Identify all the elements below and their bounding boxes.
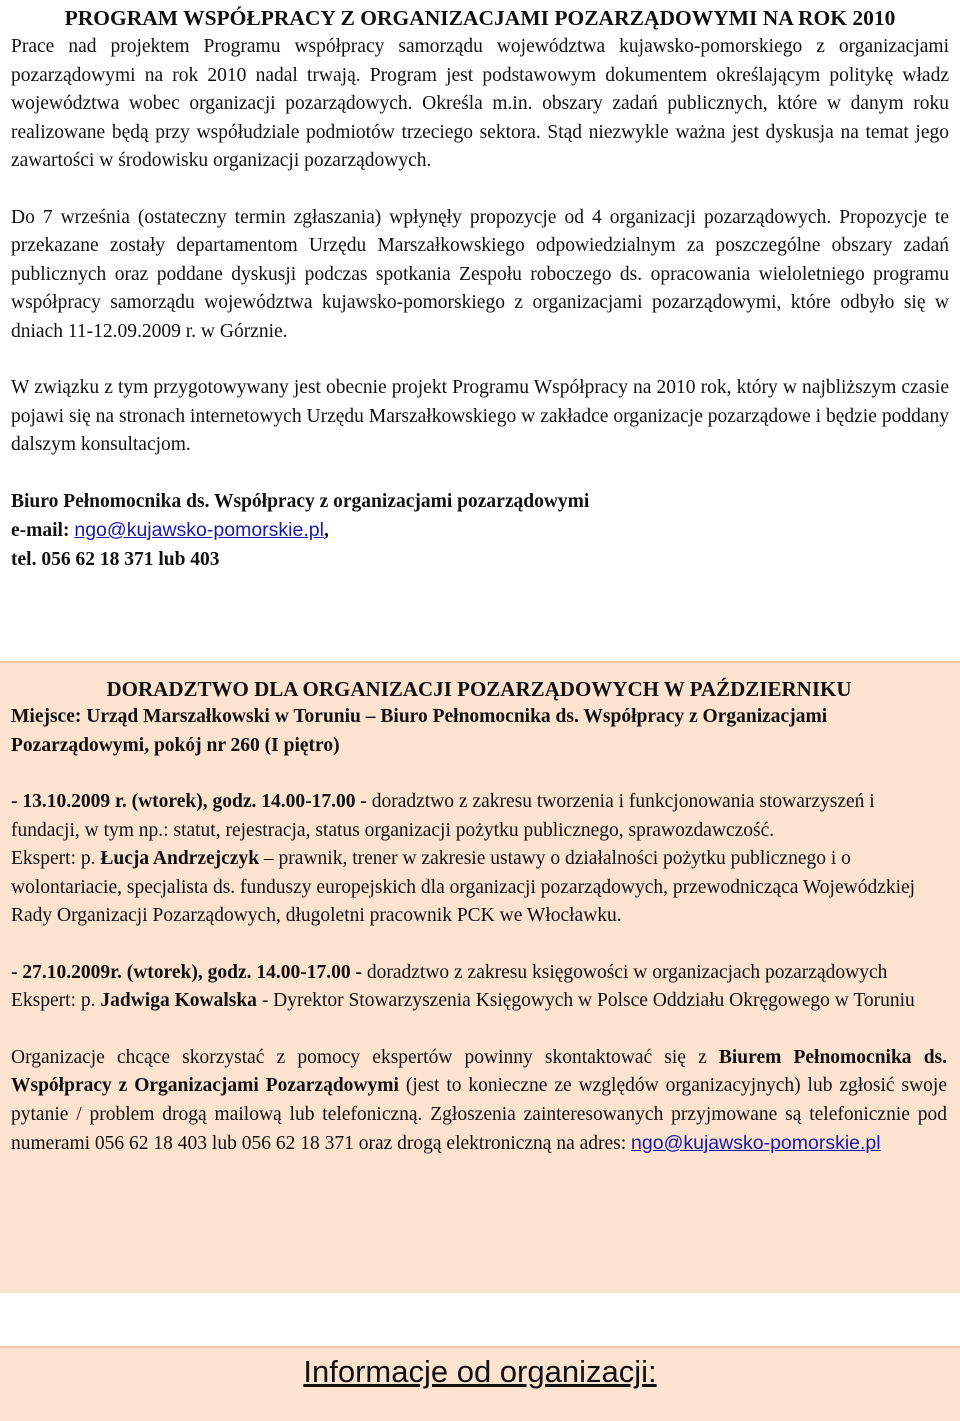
email-comma: , [323, 520, 329, 541]
email-label: e-mail: [11, 520, 75, 541]
session-2-expert-desc: - Dyrektor Stowarzyszenia Księgowych w Polsce Oddziału Okręgowego w Toruniu [256, 990, 915, 1011]
session-2 [11, 959, 947, 1016]
session-1-desc: doradztwo z zakresu tworzenia i funkcjonowania stowarzyszeń i fundacji, w tym np.: statut, rejestracja, status organizacji pożytku publicznego, sprawozdawczość. [11, 791, 875, 841]
session-1-date: - 13.10.2009 r. (wtorek), godz. 14.00-17.00 - [11, 791, 367, 812]
advice-place: Miejsce: Urząd Marszałkowski w Toruniu – Biuro Pełnomocnika ds. Współpracy z Organizacjami Pozarządowymi, pokój nr 260 (I piętro) [11, 706, 828, 756]
email-link[interactable]: ngo@kujawsko-pomorskie.pl [74, 519, 324, 541]
final-email-link[interactable]: ngo@kujawsko-pomorskie.pl [631, 1132, 881, 1154]
program-paragraph-2: Do 7 września (ostateczny termin zgłaszania) wpłynęły propozycje od 4 organizacji pozarządowych. Propozycje te przekazane zostały departamentom Urzędu Marszałkowskiego odpowiedzialnym za poszczególne obszary zadań publicznych oraz poddane dyskusji podczas spotkania Zespołu roboczego ds. opracowania wieloletniego programu współpracy samorządu województwa kujawsko-pomorskiego z organizacjami pozarządowymi, które odbyło się w dniach 11-12.09.2009 r. w Górznie. [11, 206, 949, 342]
contact-block [11, 488, 949, 575]
advice-final-paragraph [11, 1044, 947, 1159]
session-2-desc: doradztwo z zakresu księgowości w organizacjach pozarządowych [361, 961, 888, 983]
final-text-a: Organizacje chcące skorzystać z pomocy ekspertów powinny skontaktować się z [11, 1046, 719, 1068]
final-text-c: (jest to konieczne ze względów organizacyjnych) lub zgłosić swoje pytanie / problem drogą mailową lub telefoniczną. Zgłoszenia zainteresowanych przyjmowane są telefonicznie pod numerami 056 62 18 403 lub 056 62 18 371 oraz drogą elektroniczną na adres: [11, 1075, 947, 1154]
session-1-expert-desc: – prawnik, trener w zakresie ustawy o działalności pożytku publicznego i o wolontariacie, specjalista ds. funduszy europejskich dla organizacji pozarządowych, przewodnicząca Wojewódzkiej Rady Organizacji Pozarządowych, długoletni pracownik PCK we Włocławku. [11, 848, 916, 926]
session-1 [11, 788, 947, 931]
program-section [11, 4, 949, 574]
advice-box [0, 661, 960, 1293]
info-heading: Informacje od organizacji: [303, 1354, 657, 1389]
advice-title: DORADZTWO DLA ORGANIZACJI POZARZĄDOWYCH W PAŹDZIERNIKU [106, 677, 852, 701]
session-1-expert-label: Ekspert: p. [11, 848, 101, 869]
program-paragraph-3: W związku z tym przygotowywany jest obecnie projekt Programu Współpracy na 2010 rok, który w najbliższym czasie pojawi się na stronach internetowych Urzędu Marszałkowskiego w zakładce organizacje pozarządowe i będzie poddany dalszym konsultacjom. [11, 377, 949, 455]
program-title: PROGRAM WSPÓŁPRACY Z ORGANIZACJAMI POZARZĄDOWYMI NA ROK 2010 [64, 6, 896, 30]
program-paragraph-1: Prace nad projektem Programu współpracy samorządu województwa kujawsko-pomorskiego z organizacjami pozarządowymi na rok 2010 nadal trwają. Program jest podstawowym dokumentem określającym politykę władz województwa wobec organizacji pozarządowych. Określa m.in. obszary zadań publicznych, które w danym roku realizowane będą przy współudziale podmiotów trzeciego sektora. Stąd niezwykle ważna jest dyskusja na temat jego zawartości w środowisku organizacji pozarządowych. [11, 36, 949, 171]
contact-phone: tel. 056 62 18 371 lub 403 [11, 548, 220, 570]
session-2-expert: Jadwiga Kowalska [100, 990, 257, 1011]
advice-content [11, 675, 947, 1159]
session-1-expert: Łucja Andrzejczyk [100, 848, 260, 869]
session-2-date: - 27.10.2009r. (wtorek), godz. 14.00-17.00 - [11, 961, 362, 983]
final-office: Biurem Pełnomocnika ds. Współpracy z Organizacjami Pozarządowymi [11, 1046, 947, 1096]
session-2-expert-label: Ekspert: p. [11, 990, 101, 1011]
contact-office: Biuro Pełnomocnika ds. Współpracy z organizacjami pozarządowymi [11, 490, 590, 512]
